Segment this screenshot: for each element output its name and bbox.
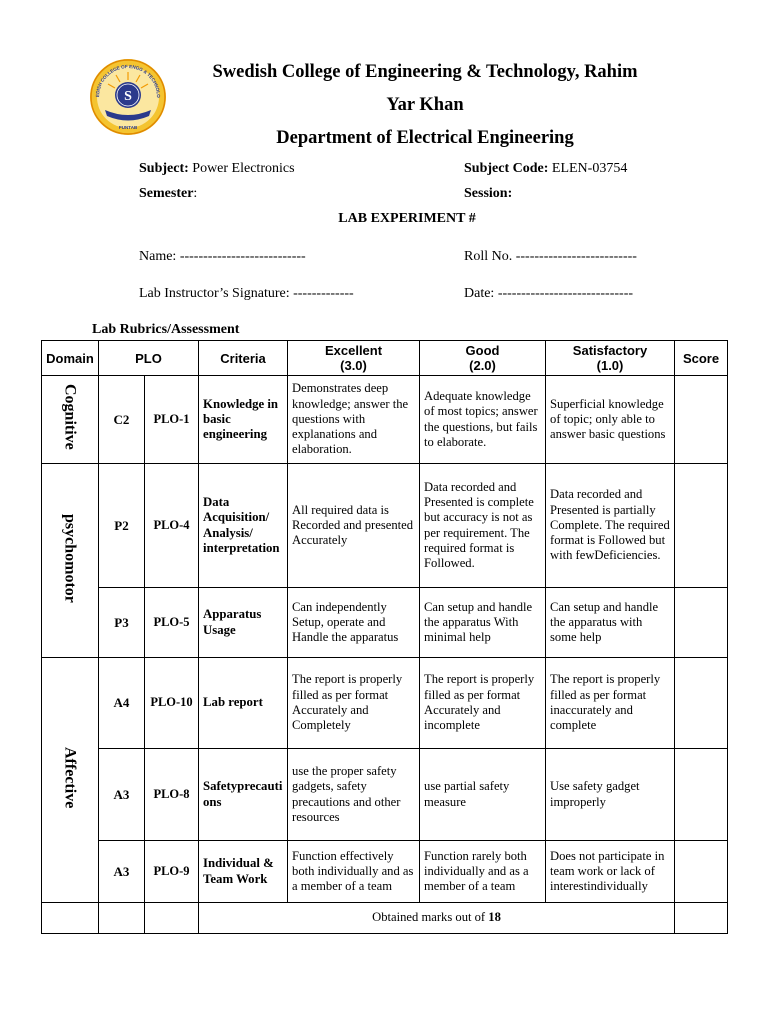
domain-psychomotor [42,464,99,658]
signature-field: Lab Instructor’s Signature: ------------- [139,286,354,301]
subject-label: Subject: [139,161,189,176]
header-good-label: Good [465,343,500,358]
total-marks: 18 [488,910,501,925]
rubric-table [41,340,728,934]
row-excellent: use the proper safety gadgets, safety precautions and other resources [288,749,420,841]
logo-text-bottom: PUNTAB [118,125,138,130]
header-satisfactory-score: (1.0) [596,358,624,373]
domain-psychomotor-label: psychomotor [61,513,79,603]
row-plo: PLO-4 [145,464,199,588]
table-row [42,376,728,464]
row-good: Can setup and handle the apparatus With minimal help [420,588,546,658]
name-field: Name: --------------------------- [139,249,306,264]
date-field: Date: ----------------------------- [464,286,634,301]
row-score-cell[interactable] [675,464,728,588]
header-satisfactory-label: Satisfactory [572,343,648,358]
row-criteria: Apparatus Usage [199,588,288,658]
header-good [420,341,546,376]
row-satisfactory: Use safety gadget improperly [546,749,675,841]
roll-no-field: Roll No. -------------------------- [464,249,637,264]
row-criteria: Lab report [199,658,288,749]
college-name-line1: Swedish College of Engineering & Technology, Rahim [212,62,638,82]
row-score-cell[interactable] [675,588,728,658]
row-excellent: The report is properly filled as per format Accurately and Completely [288,658,420,749]
row-criteria: Safetyprecautions [199,749,288,841]
domain-affective [42,658,99,903]
footer-empty-cell [42,903,99,934]
row-code: C2 [99,376,145,464]
subject-code-label: Subject Code: [464,161,549,176]
row-excellent: Demonstrates deep knowledge; answer the questions with explanations and elaboration. [288,376,420,464]
footer-empty-cell [145,903,199,934]
table-row [42,464,728,588]
obtained-marks-text: Obtained marks out of [372,910,489,925]
subject-code-field [464,161,627,177]
row-plo: PLO-9 [145,841,199,903]
header-plo: PLO [99,341,199,376]
row-good: Adequate knowledge of most topics; answer the questions, but fails to elaborate. [420,376,546,464]
header-satisfactory [546,341,675,376]
semester-label: Semester [139,186,194,201]
row-plo: PLO-5 [145,588,199,658]
row-code: A3 [99,749,145,841]
row-excellent: Function effectively both individually and as a member of a team [288,841,420,903]
row-code: A3 [99,841,145,903]
row-score-cell[interactable] [675,376,728,464]
college-name-line2: Yar Khan [386,95,464,115]
domain-affective-label: Affective [61,747,79,809]
lab-experiment-title: LAB EXPERIMENT # [338,211,476,226]
subject-value: Power Electronics [188,161,295,176]
header-domain: Domain [42,341,99,376]
table-row [42,658,728,749]
row-good: The report is properly filled as per format Accurately and incomplete [420,658,546,749]
total-score-cell[interactable] [675,903,728,934]
header-score: Score [675,341,728,376]
row-satisfactory: The report is properly filled as per format inaccurately and complete [546,658,675,749]
header-excellent-label: Excellent [324,343,383,358]
semester-colon: : [193,186,198,201]
table-row [42,841,728,903]
row-criteria: Knowledge in basic engineering [199,376,288,464]
obtained-marks-label [199,903,675,934]
row-plo: PLO-1 [145,376,199,464]
semester-field [139,186,197,202]
college-logo [89,58,167,136]
domain-cognitive [42,376,99,464]
row-code: P3 [99,588,145,658]
logo-letter: S [124,89,132,104]
row-excellent: All required data is Recorded and presented Accurately [288,464,420,588]
row-criteria: Data Acquisition/ Analysis/ interpretation [199,464,288,588]
footer-empty-cell [99,903,145,934]
row-satisfactory: Can setup and handle the apparatus with some help [546,588,675,658]
subject-code-value: ELEN-03754 [548,161,628,176]
row-score-cell[interactable] [675,841,728,903]
row-satisfactory: Data recorded and Presented is partially Complete. The required format is Followed but with fewDeficiencies. [546,464,675,588]
domain-cognitive-label: Cognitive [61,384,79,451]
total-row [42,903,728,934]
table-row [42,749,728,841]
header-criteria: Criteria [199,341,288,376]
session-label: Session: [464,186,513,201]
row-score-cell[interactable] [675,749,728,841]
row-score-cell[interactable] [675,658,728,749]
row-satisfactory: Does not participate in team work or lack of interestindividually [546,841,675,903]
row-code: A4 [99,658,145,749]
row-excellent: Can independently Setup, operate and Handle the apparatus [288,588,420,658]
header-excellent [288,341,420,376]
header-good-score: (2.0) [469,358,496,373]
department-title: Department of Electrical Engineering [276,128,574,148]
row-good: use partial safety measure [420,749,546,841]
logo-text-top: EDISH COLLEGE OF ENGG & TECHNOLO [94,63,162,98]
row-plo: PLO-10 [145,658,199,749]
row-plo: PLO-8 [145,749,199,841]
row-good: Function rarely both individually and as a member of a team [420,841,546,903]
table-row [42,588,728,658]
row-satisfactory: Superficial knowledge of topic; only able to answer basic questions [546,376,675,464]
row-criteria: Individual & Team Work [199,841,288,903]
session-field [464,186,512,202]
header-excellent-score: (3.0) [340,358,367,373]
rubric-header-row [42,341,728,376]
row-good: Data recorded and Presented is complete but accuracy is not as per requirement. The required format is Followed. [420,464,546,588]
subject-field [139,161,295,177]
rubrics-title: Lab Rubrics/Assessment [92,322,240,337]
row-code: P2 [99,464,145,588]
